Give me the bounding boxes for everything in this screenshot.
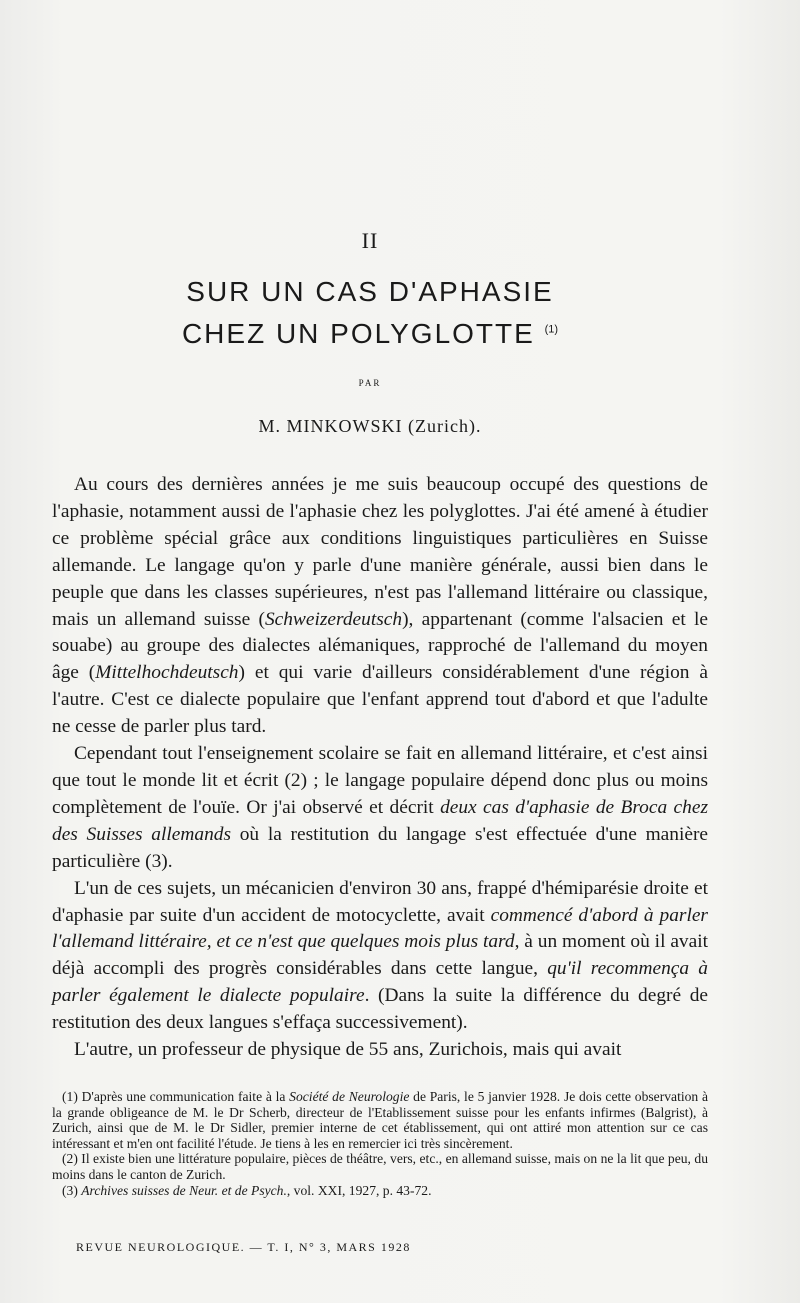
article-body	[52, 472, 708, 1064]
paragraph-3-run: , à un moment où il avait déjà accompli des progrès considérables dans cette langue,	[52, 931, 708, 980]
paragraph-2-run: où la restitution du langage s'est effectuée d'une manière particulière (3).	[52, 823, 709, 872]
paragraph-1-run: ) et qui varie d'ailleurs considérablement d'une région à l'autre. C'est ce dialecte populaire que l'enfant apprend tout d'abord et que l'adulte ne cesse de parler plus tard.	[52, 662, 708, 738]
footnote-3	[52, 1183, 708, 1199]
footnote-1-run: (1) D'après une communication faite à la	[62, 1089, 290, 1104]
paragraph-3-emphasis: qu'il recommença à parler également le dialecte populaire	[52, 958, 708, 1007]
chapter-numeral: II	[361, 228, 379, 253]
paragraph-4-run: L'autre, un professeur de physique de 55 ans, Zurichois, mais qui avait	[74, 1039, 622, 1061]
footnote-1-emphasis: Société de Neurologie	[289, 1089, 410, 1104]
paragraph-4	[52, 1037, 708, 1064]
author-line: M. MINKOWSKI (Zurich).	[258, 416, 482, 436]
paragraph-1-emphasis: Schweizerdeutsch	[264, 608, 403, 630]
paragraph-3-emphasis: commencé d'abord à parler l'allemand littéraire, et ce n'est que quelques mois plus tard	[52, 904, 708, 953]
title-footnote-mark: (1)	[544, 323, 559, 336]
paragraph-3	[52, 876, 708, 1037]
footnotes	[52, 1089, 708, 1198]
footnote-1	[52, 1089, 708, 1151]
paragraph-1-run: Au cours des dernières années je me suis beaucoup occupé des questions de l'aphasie, notamment aussi de l'aphasie chez les polyglottes. J'ai été amené à étudier ce problème spécial grâce aux conditions linguistiques particulières en Suisse allemande. Le langage qu'on y parle d'une manière générale, aussi bien dans le peuple que dans les classes supérieures, n'est pas l'allemand littéraire ou classique, mais un allemand suisse (	[52, 474, 708, 630]
paragraph-1-run: ), appartenant (comme l'alsacien et le souabe) au groupe des dialectes alémaniques, rapproché de l'allemand du moyen âge (	[52, 608, 708, 684]
running-footer: REVUE NEUROLOGIQUE. — T. I, N° 3, MARS 1928	[76, 1240, 411, 1254]
paragraph-1-emphasis: Mittelhochdeutsch	[95, 662, 239, 684]
paragraph-3-run: L'un de ces sujets, un mécanicien d'environ 30 ans, frappé d'hémiparésie droite et d'aphasie par suite d'un accident de motocyclette, avait	[52, 877, 708, 926]
by-label: PAR	[358, 378, 382, 388]
footnote-3-emphasis: Archives suisses de Neur. et de Psych.	[81, 1182, 287, 1198]
title-line-2-text: CHEZ UN POLYGLOTTE	[181, 318, 535, 349]
paragraph-2-run: Cependant tout l'enseignement scolaire se fait en allemand littéraire, et c'est ainsi que tout le monde lit et écrit (2) ; le langage populaire dépend donc plus ou moins complètement de l'ouïe. Or j'ai observé et décrit	[52, 743, 708, 818]
paragraph-1	[52, 472, 708, 741]
footnote-3-run: (3)	[62, 1182, 82, 1198]
title-line-2	[0, 318, 740, 350]
footnote-3-run: , vol. XXI, 1927, p. 43-72.	[286, 1182, 432, 1198]
title-line-1: SUR UN CAS D'APHASIE	[186, 276, 554, 307]
paragraph-2-emphasis: deux cas d'aphasie de Broca chez des Suisses allemands	[52, 796, 708, 845]
footnote-1-run: de Paris, le 5 janvier 1928. Je dois cette observation à la grande obligeance de M. le Dr Scherb, directeur de l'Etablissement suisse pour les enfants infirmes (Balgrist), à Zurich, ainsi que de M. le Dr Sidler, premier interne de cet établissement, qui ont attiré mon attention sur ce cas intéressant et m'en ont facilité l'étude. Je tiens à les en remercier ici très sincèrement.	[52, 1089, 708, 1151]
paragraph-2	[52, 741, 708, 876]
paragraph-3-run: . (Dans la suite la différence du degré de restitution des deux langues s'effaça successivement).	[52, 985, 708, 1034]
footnote-2	[52, 1151, 708, 1182]
footnote-2-run: (2) Il existe bien une littérature populaire, pièces de théâtre, vers, etc., en allemand suisse, mais on ne la lit que peu, du moins dans le canton de Zurich.	[52, 1151, 708, 1182]
